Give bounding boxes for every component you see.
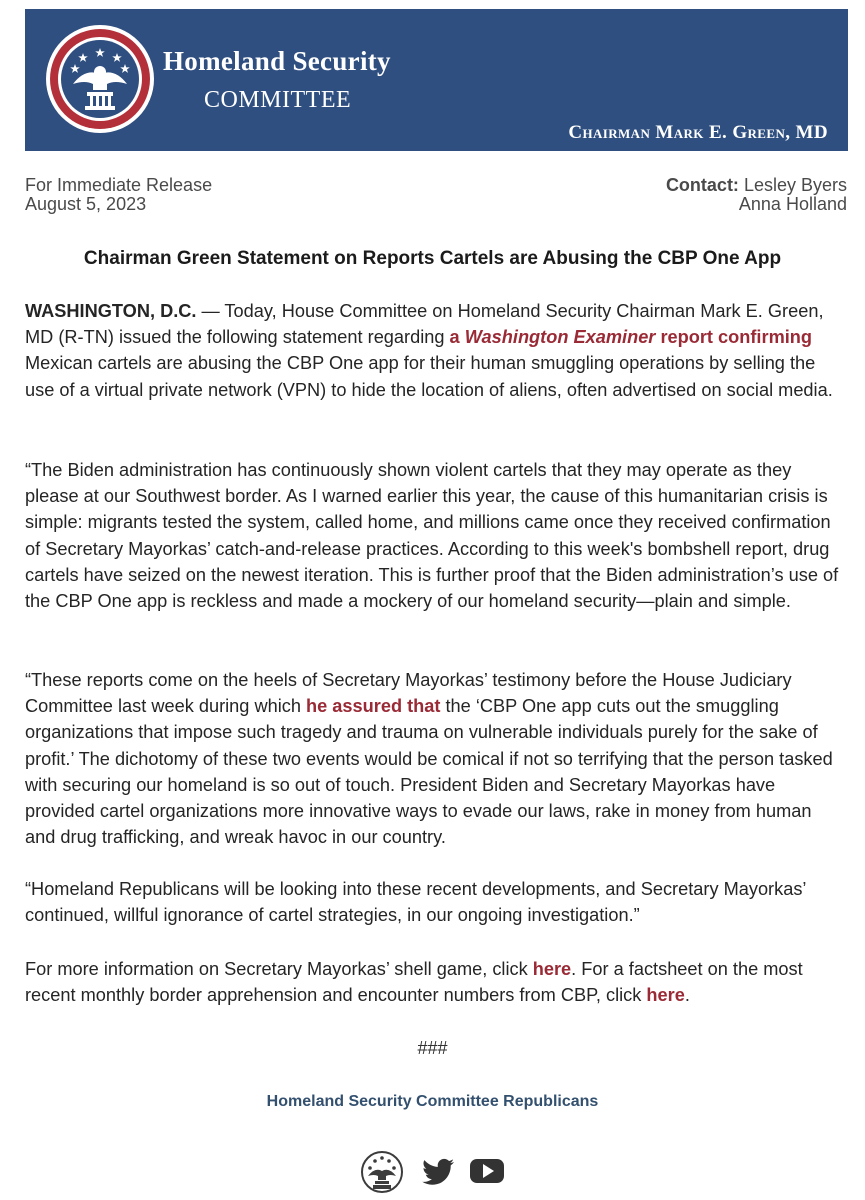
twitter-icon[interactable]	[420, 1150, 456, 1196]
more-info-text-c: .	[684, 985, 690, 1006]
youtube-icon[interactable]	[468, 1150, 506, 1196]
paragraph-quote-1: “The Biden administration has continuously shown violent cartels that they may operate as they please at our Southwest border. As I warned earlier this year, the cause of this humanitarian crisis is simple: migrants tested the system, called home, and millions came once they received confirmation of Secretary Mayorkas’ catch-and-release practices. According to this week's bombshell report, drug cartels have seized on the newest iteration. This is further proof that the Biden administration’s use of the CBP One app is reckless and made a mockery of our homeland security—plain and simple.	[25, 460, 839, 612]
more-info-text-a: For more information on Secretary Mayorkas’ shell game, click	[25, 959, 533, 979]
more-info-text-b: . For a factsheet on the most recent monthly border apprehension and encounter numbers from CBP, click	[25, 959, 803, 1006]
factsheet-link[interactable]: here	[646, 985, 685, 1006]
quote2-text-b: the ‘CBP One app cuts out the smuggling organizations that impose such tragedy and trauma on vulnerable individuals purely for the sake of profit.’ The dichotomy of these two events would be comical if not so terrifying that the person tasked with securing our homeland is so out of touch. President Biden and Secretary Mayorkas have provided cartel organizations more innovative ways to evade our laws, rake in money from human and drug trafficking, and wreak havoc in our country.	[25, 696, 833, 848]
release-date: August 5, 2023	[25, 194, 147, 214]
press-release-title: Chairman Green Statement on Reports Cartels are Abusing the CBP One App	[83, 248, 782, 269]
dateline: WASHINGTON, D.C.	[25, 301, 197, 321]
paragraph-intro	[25, 298, 845, 403]
paragraph-more-info	[25, 956, 845, 1008]
release-info	[25, 176, 212, 214]
contact-label: Contact:	[665, 175, 739, 195]
paragraph-quote-2	[25, 667, 845, 850]
paragraph-quote-3: “Homeland Republicans will be looking into these recent developments, and Secretary Mayorkas’ continued, willful ignorance of cartel strategies, in our ongoing investigation.”	[25, 879, 806, 926]
quote2-text-a: “These reports come on the heels of Secretary Mayorkas’ testimony before the House Judiciary Committee last week during which	[25, 670, 792, 717]
header-banner	[25, 9, 848, 151]
end-mark: ###	[417, 1038, 448, 1058]
footer-org-name: Homeland Security Committee Republicans	[266, 1093, 599, 1110]
contact-info	[666, 176, 847, 214]
intro-text-b: Mexican cartels are abusing the CBP One app for their human smuggling operations by selling the use of a virtual private network (VPN) to hide the location of aliens, often advertised on social media.	[25, 353, 833, 400]
seal-icon[interactable]	[360, 1150, 404, 1196]
contact-name-1: Lesley Byers	[743, 175, 847, 195]
shell-game-link[interactable]: here	[532, 959, 572, 979]
intro-text-a: — Today, House Committee on Homeland Security Chairman Mark E. Green, MD (R-TN) issued the following statement regarding	[25, 301, 824, 348]
org-subtitle: COMMITTEE	[204, 87, 352, 113]
org-name: Homeland Security	[163, 46, 391, 76]
release-label: For Immediate Release	[25, 175, 213, 195]
examiner-report-link[interactable]: a Washington Examiner report confirming	[449, 327, 813, 348]
chairman-name: Chairman Mark E. Green, MD	[568, 122, 828, 143]
assured-link[interactable]: he assured that	[306, 696, 441, 717]
contact-name-2: Anna Holland	[738, 194, 847, 214]
committee-seal-icon	[45, 24, 155, 134]
